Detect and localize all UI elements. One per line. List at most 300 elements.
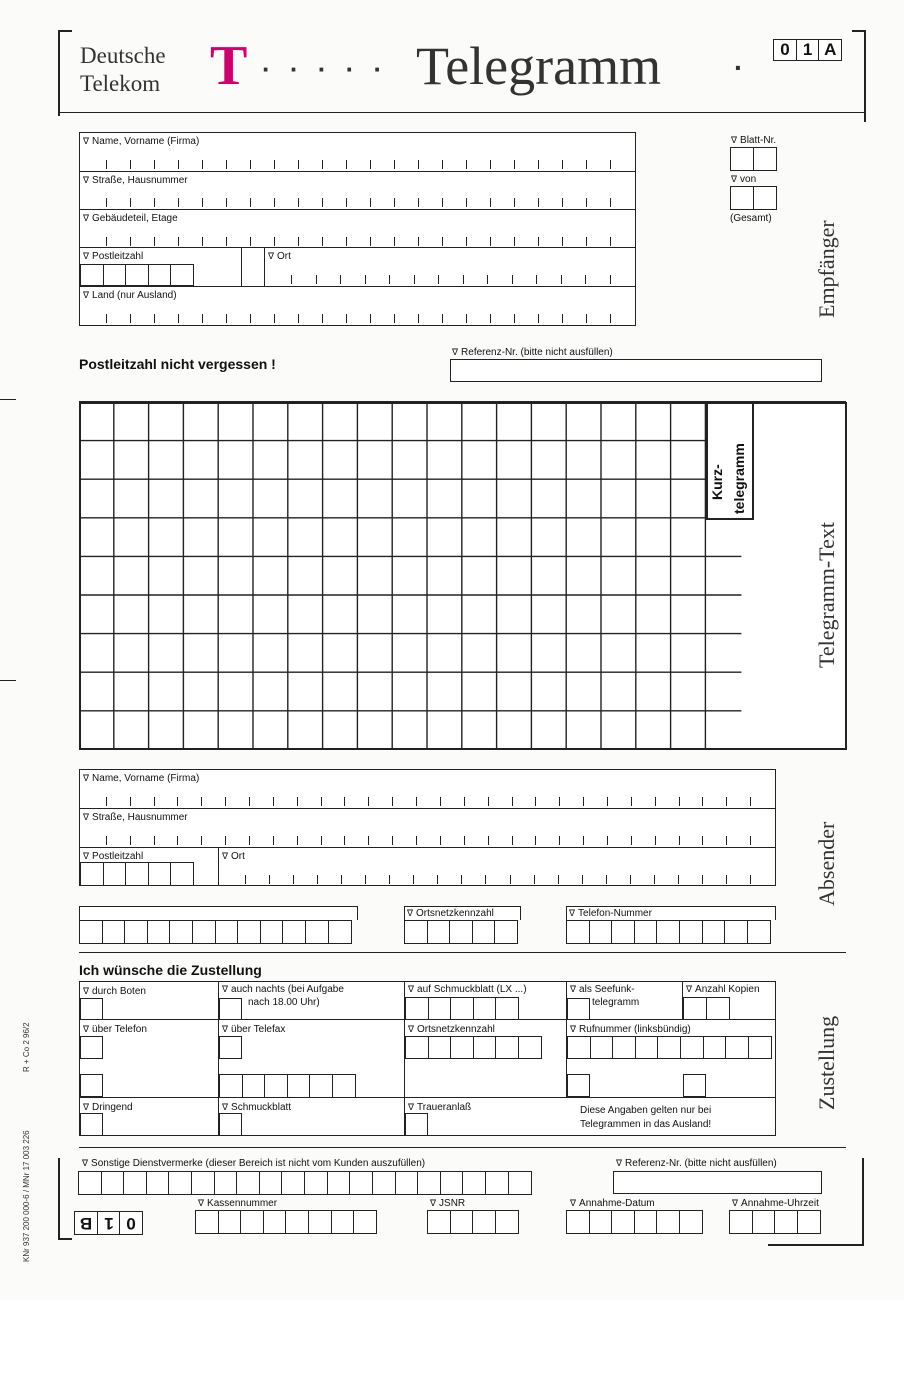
letter-tick — [370, 314, 371, 323]
form-title: Telegramm — [416, 36, 662, 96]
form-code-bottom-letter: B — [74, 1211, 98, 1235]
letter-tick — [274, 198, 275, 207]
letter-tick — [559, 836, 560, 845]
letter-tick — [702, 797, 703, 806]
letter-tick — [562, 198, 563, 207]
sender-phone-label: ∇ Telefon-Nummer — [569, 908, 652, 919]
abroad-note-line2: Telegrammen in das Ausland! — [580, 1119, 712, 1130]
delivery-messenger-checkbox[interactable] — [80, 998, 103, 1020]
letter-tick — [490, 160, 491, 169]
letter-tick — [106, 797, 107, 806]
letter-tick — [130, 160, 131, 169]
letter-tick — [273, 797, 274, 806]
letter-tick — [726, 836, 727, 845]
section-title-text: Telegramm-Text — [814, 522, 839, 668]
office-frame-left — [58, 1158, 72, 1240]
letter-tick — [130, 314, 131, 323]
letter-tick — [269, 875, 270, 884]
letter-tick — [250, 314, 251, 323]
letter-tick — [291, 275, 292, 284]
row-divider — [79, 1097, 776, 1098]
letter-tick — [298, 237, 299, 246]
letter-tick — [344, 836, 345, 845]
letter-tick — [702, 836, 703, 845]
sheet-number-label: ∇ Blatt-Nr. — [731, 135, 777, 146]
letter-tick — [654, 875, 655, 884]
letter-tick — [202, 160, 203, 169]
section-rule — [79, 1147, 846, 1148]
sender-name-label: ∇ Name, Vorname (Firma) — [83, 773, 200, 784]
letter-tick — [322, 198, 323, 207]
delivery-mourning-checkbox[interactable] — [405, 1113, 428, 1136]
letter-tick — [488, 836, 489, 845]
letter-tick — [490, 198, 491, 207]
letter-tick — [630, 875, 631, 884]
letter-tick — [466, 160, 467, 169]
letter-tick — [413, 875, 414, 884]
letter-tick — [490, 237, 491, 246]
zip-city-divider — [264, 247, 265, 286]
brand-name-line1: Deutsche — [80, 43, 166, 68]
letter-tick — [368, 797, 369, 806]
letter-tick — [487, 275, 488, 284]
letter-tick — [442, 314, 443, 323]
letter-tick — [178, 314, 179, 323]
delivery-copies-cells[interactable] — [683, 997, 728, 1020]
office-reference-label: ∇ Referenz-Nr. (bitte nicht ausfüllen) — [616, 1158, 777, 1169]
letter-tick — [394, 314, 395, 323]
recipient-city-input[interactable] — [267, 274, 634, 284]
letter-tick — [562, 314, 563, 323]
sheet-total-cells[interactable] — [730, 186, 775, 210]
telekom-t-logo: T — [210, 35, 248, 97]
letter-tick — [463, 275, 464, 284]
letter-tick — [442, 160, 443, 169]
letter-tick — [607, 797, 608, 806]
letter-tick — [178, 237, 179, 246]
letter-tick — [559, 797, 560, 806]
letter-tick — [610, 198, 611, 207]
office-notes-label: ∇ Sonstige Dienstvermerke (dieser Bereich ist nicht vom Kunden auszufüllen) — [82, 1158, 426, 1169]
section-title-recipient: Empfänger — [814, 220, 839, 318]
letter-tick — [226, 160, 227, 169]
sender-phone-cells[interactable] — [566, 920, 769, 944]
delivery-messenger-label: ∇ durch Boten — [83, 986, 146, 997]
letter-tick — [561, 275, 562, 284]
letter-tick — [341, 875, 342, 884]
letter-tick — [321, 836, 322, 845]
form-code-bottom-digit: 0 — [119, 1211, 143, 1235]
letter-tick — [392, 797, 393, 806]
letter-tick — [485, 875, 486, 884]
letter-tick — [538, 237, 539, 246]
office-reference-input[interactable] — [613, 1171, 822, 1194]
letter-tick — [130, 836, 131, 845]
letter-tick — [322, 237, 323, 246]
brand-name-line2: Telekom — [80, 71, 161, 96]
letter-tick — [274, 314, 275, 323]
letter-tick — [298, 198, 299, 207]
letter-tick — [464, 836, 465, 845]
letter-tick — [226, 198, 227, 207]
section-title-sender: Absender — [814, 821, 839, 906]
letter-tick — [461, 875, 462, 884]
letter-tick — [201, 797, 202, 806]
form-code-top-letter: A — [818, 39, 842, 61]
letter-tick — [488, 797, 489, 806]
letter-tick — [418, 237, 419, 246]
delivery-phone-label: ∇ über Telefon — [83, 1024, 147, 1035]
letter-tick — [274, 160, 275, 169]
fold-mark — [0, 680, 16, 681]
header-frame-left — [58, 30, 72, 116]
letter-tick — [510, 875, 511, 884]
letter-tick — [535, 836, 536, 845]
letter-tick — [702, 875, 703, 884]
letter-tick — [558, 875, 559, 884]
letter-tick — [631, 797, 632, 806]
letter-tick — [297, 797, 298, 806]
sender-extra-line — [79, 906, 358, 920]
letter-tick — [321, 797, 322, 806]
letter-tick — [392, 836, 393, 845]
letter-tick — [414, 275, 415, 284]
letter-tick — [418, 198, 419, 207]
letter-tick — [226, 237, 227, 246]
letter-tick — [418, 160, 419, 169]
letter-tick — [512, 836, 513, 845]
letter-tick — [586, 237, 587, 246]
letter-tick — [202, 237, 203, 246]
sender-area-code-label: ∇ Ortsnetzkennzahl — [407, 908, 494, 919]
letter-tick — [679, 836, 680, 845]
letter-tick — [344, 797, 345, 806]
letter-tick — [416, 797, 417, 806]
delivery-sea-radio-checkbox[interactable] — [567, 998, 590, 1020]
letter-tick — [322, 314, 323, 323]
delivery-decor-lx-cells[interactable] — [405, 997, 518, 1020]
letter-tick — [368, 836, 369, 845]
letter-tick — [583, 836, 584, 845]
delivery-extra-checkbox-b[interactable] — [683, 1074, 706, 1097]
recipient-city-label: ∇ Ort — [268, 251, 291, 262]
letter-tick — [346, 160, 347, 169]
letter-tick — [130, 198, 131, 207]
letter-tick — [226, 314, 227, 323]
letter-tick — [370, 160, 371, 169]
sender-extra-cells[interactable] — [79, 920, 350, 944]
letter-tick — [297, 836, 298, 845]
delivery-night-label: ∇ auch nachts (bei Aufgabe — [222, 984, 344, 995]
letter-tick — [562, 160, 563, 169]
letter-tick — [389, 275, 390, 284]
section-rule — [79, 952, 846, 953]
delivery-phone-number-label: ∇ Rufnummer (linksbündig) — [570, 1024, 691, 1035]
letter-tick — [177, 836, 178, 845]
letter-tick — [678, 875, 679, 884]
letter-tick — [106, 160, 107, 169]
sheet-total-label: (Gesamt) — [730, 213, 772, 224]
letter-tick — [365, 875, 366, 884]
letter-tick — [512, 275, 513, 284]
header-dots: · · · · · — [262, 54, 389, 84]
article-number: KNr 937 200 000-6 / MNr 17 003 226 — [22, 1130, 31, 1262]
row-divider — [79, 209, 636, 210]
letter-tick — [437, 875, 438, 884]
reference-label-top: ∇ Referenz-Nr. (bitte nicht ausfüllen) — [452, 347, 613, 358]
header-frame-right — [852, 30, 866, 122]
recipient-country-input[interactable] — [82, 313, 634, 323]
sender-zip-cells[interactable] — [80, 862, 193, 886]
form-code-top-digit: 0 — [773, 39, 797, 61]
letter-tick — [586, 314, 587, 323]
delivery-area-code-cells[interactable] — [405, 1036, 541, 1059]
letter-tick — [442, 198, 443, 207]
sender-street-label: ∇ Straße, Hausnummer — [83, 812, 188, 823]
letter-tick — [440, 797, 441, 806]
letter-tick — [202, 198, 203, 207]
delivery-fax-cells[interactable] — [219, 1074, 355, 1098]
accept-time-label: ∇ Annahme-Uhrzeit — [732, 1198, 819, 1209]
letter-tick — [610, 160, 611, 169]
sheet-number-cells[interactable] — [730, 147, 775, 171]
delivery-decor-sheet-checkbox[interactable] — [219, 1113, 242, 1136]
letter-tick — [316, 275, 317, 284]
letter-tick — [538, 160, 539, 169]
short-telegram-label-line2: telegramm — [731, 443, 747, 514]
recipient-name-input[interactable] — [82, 159, 634, 169]
fold-mark — [0, 399, 16, 400]
letter-tick — [130, 797, 131, 806]
recipient-building-label: ∇ Gebäudeteil, Etage — [83, 213, 178, 224]
letter-tick — [201, 836, 202, 845]
delivery-urgent-label: ∇ Dringend — [83, 1102, 133, 1113]
letter-tick — [679, 797, 680, 806]
row-divider — [79, 847, 776, 848]
letter-tick — [249, 797, 250, 806]
delivery-night-checkbox[interactable] — [219, 998, 242, 1020]
letter-tick — [586, 160, 587, 169]
letter-tick — [202, 314, 203, 323]
letter-tick — [536, 275, 537, 284]
letter-tick — [346, 198, 347, 207]
letter-tick — [394, 160, 395, 169]
recipient-zip-cells[interactable] — [80, 264, 193, 286]
recipient-country-label: ∇ Land (nur Ausland) — [83, 290, 177, 301]
letter-tick — [293, 875, 294, 884]
jsnr-cells[interactable] — [427, 1210, 517, 1234]
letter-tick — [442, 237, 443, 246]
cash-register-label: ∇ Kassennummer — [198, 1198, 278, 1209]
letter-tick — [298, 314, 299, 323]
cash-register-cells[interactable] — [195, 1210, 376, 1234]
letter-tick — [585, 275, 586, 284]
letter-tick — [586, 198, 587, 207]
accept-date-label: ∇ Annahme-Datum — [570, 1198, 655, 1209]
letter-tick — [106, 314, 107, 323]
print-code: R + Co 2 96/2 — [22, 1022, 31, 1072]
delivery-phone-number-cells[interactable] — [567, 1036, 770, 1059]
delivery-area-code-label: ∇ Ortsnetzkennzahl — [408, 1024, 495, 1035]
letter-tick — [370, 198, 371, 207]
letter-tick — [365, 275, 366, 284]
sender-name-input[interactable] — [82, 796, 774, 806]
zip-reminder: Postleitzahl nicht vergessen ! — [79, 356, 276, 372]
letter-tick — [750, 797, 751, 806]
letter-tick — [154, 237, 155, 246]
letter-tick — [346, 237, 347, 246]
delivery-urgent-checkbox[interactable] — [80, 1113, 103, 1136]
delivery-heading: Ich wünsche die Zustellung — [79, 962, 262, 978]
letter-tick — [631, 836, 632, 845]
letter-tick — [394, 198, 395, 207]
letter-tick — [418, 314, 419, 323]
letter-tick — [322, 160, 323, 169]
letter-tick — [225, 797, 226, 806]
letter-tick — [512, 797, 513, 806]
form-code-top-digit: 1 — [796, 39, 820, 61]
row-divider — [79, 171, 636, 172]
letter-tick — [607, 836, 608, 845]
row-divider — [79, 808, 776, 809]
letter-tick — [130, 237, 131, 246]
letter-tick — [538, 198, 539, 207]
bottom-margin — [0, 1300, 904, 1390]
letter-tick — [250, 160, 251, 169]
letter-tick — [274, 237, 275, 246]
delivery-fax-checkbox[interactable] — [219, 1036, 242, 1059]
letter-tick — [655, 836, 656, 845]
letter-tick — [535, 797, 536, 806]
letter-tick — [250, 198, 251, 207]
sender-street-input[interactable] — [82, 835, 774, 845]
recipient-street-input[interactable] — [82, 197, 634, 207]
letter-tick — [538, 314, 539, 323]
sender-city-input[interactable] — [221, 874, 774, 884]
letter-tick — [514, 198, 515, 207]
letter-tick — [340, 275, 341, 284]
sender-city-label: ∇ Ort — [222, 851, 245, 862]
letter-tick — [750, 836, 751, 845]
delivery-fax-label: ∇ über Telefax — [222, 1024, 286, 1035]
delivery-phone-checkbox[interactable] — [80, 1036, 103, 1059]
letter-tick — [225, 836, 226, 845]
row-divider — [79, 247, 636, 248]
letter-tick — [514, 160, 515, 169]
letter-tick — [466, 314, 467, 323]
letter-tick — [249, 836, 250, 845]
form-code-bottom — [74, 1211, 142, 1235]
delivery-sea-radio-label-line2: telegramm — [592, 997, 640, 1008]
letter-tick — [416, 836, 417, 845]
letter-tick — [370, 237, 371, 246]
letter-tick — [154, 836, 155, 845]
abroad-note-line1: Diese Angaben gelten nur bei — [580, 1105, 712, 1116]
row-divider — [79, 286, 636, 287]
form-title-dot: · — [734, 52, 744, 83]
zip-city-divider — [218, 847, 219, 886]
header-underline — [58, 112, 864, 113]
letter-tick — [394, 237, 395, 246]
letter-tick — [514, 314, 515, 323]
letter-tick — [466, 237, 467, 246]
letter-tick — [514, 237, 515, 246]
accept-time-cells[interactable] — [729, 1210, 819, 1234]
letter-tick — [466, 198, 467, 207]
delivery-extra-checkbox-a[interactable] — [567, 1074, 590, 1097]
delivery-night-label-line2: nach 18.00 Uhr) — [248, 997, 320, 1008]
letter-tick — [750, 875, 751, 884]
letter-tick — [610, 237, 611, 246]
letter-tick — [273, 836, 274, 845]
letter-tick — [178, 160, 179, 169]
delivery-phone-checkbox-2[interactable] — [80, 1074, 103, 1097]
recipient-name-label: ∇ Name, Vorname (Firma) — [83, 136, 200, 147]
delivery-sea-radio-label: ∇ als Seefunk- — [570, 984, 635, 995]
letter-tick — [154, 198, 155, 207]
letter-tick — [610, 314, 611, 323]
form-code-bottom-digit: 1 — [97, 1211, 121, 1235]
letter-tick — [583, 797, 584, 806]
accept-date-cells[interactable] — [566, 1210, 702, 1234]
office-notes-cells[interactable] — [78, 1171, 530, 1195]
letter-tick — [440, 836, 441, 845]
letter-tick — [106, 237, 107, 246]
letter-tick — [582, 875, 583, 884]
reference-input-top[interactable] — [450, 359, 822, 382]
letter-tick — [154, 314, 155, 323]
letter-tick — [655, 797, 656, 806]
sender-area-code-cells[interactable] — [404, 920, 517, 944]
letter-tick — [464, 797, 465, 806]
recipient-building-input[interactable] — [82, 236, 634, 246]
delivery-copies-label: ∇ Anzahl Kopien — [686, 984, 760, 995]
letter-tick — [490, 314, 491, 323]
letter-tick — [250, 237, 251, 246]
letter-tick — [106, 198, 107, 207]
letter-tick — [154, 160, 155, 169]
section-title-delivery: Zustellung — [814, 1015, 839, 1110]
letter-tick — [298, 160, 299, 169]
letter-tick — [438, 275, 439, 284]
recipient-street-label: ∇ Straße, Hausnummer — [83, 175, 188, 186]
letter-tick — [177, 797, 178, 806]
sender-zip-label: ∇ Postleitzahl — [83, 851, 144, 862]
jsnr-label: ∇ JSNR — [430, 1198, 466, 1209]
letter-tick — [106, 836, 107, 845]
form-code-top — [773, 39, 841, 61]
sheet-of-label: ∇ von — [731, 174, 757, 185]
letter-tick — [317, 875, 318, 884]
letter-tick — [178, 198, 179, 207]
delivery-decor-sheet-label: ∇ Schmuckblatt — [222, 1102, 292, 1113]
letter-tick — [726, 875, 727, 884]
delivery-decor-lx-label: ∇ auf Schmuckblatt (LX ...) — [408, 984, 527, 995]
letter-tick — [389, 875, 390, 884]
letter-tick — [562, 237, 563, 246]
letter-tick — [606, 875, 607, 884]
letter-tick — [610, 275, 611, 284]
letter-tick — [726, 797, 727, 806]
short-telegram-label-line1: Kurz- — [709, 464, 725, 500]
delivery-mourning-label: ∇ Traueranlaß — [408, 1102, 472, 1113]
letter-tick — [245, 875, 246, 884]
zip-tick — [241, 247, 242, 286]
letter-tick — [346, 314, 347, 323]
recipient-zip-label: ∇ Postleitzahl — [83, 251, 144, 262]
letter-tick — [534, 875, 535, 884]
letter-tick — [154, 797, 155, 806]
